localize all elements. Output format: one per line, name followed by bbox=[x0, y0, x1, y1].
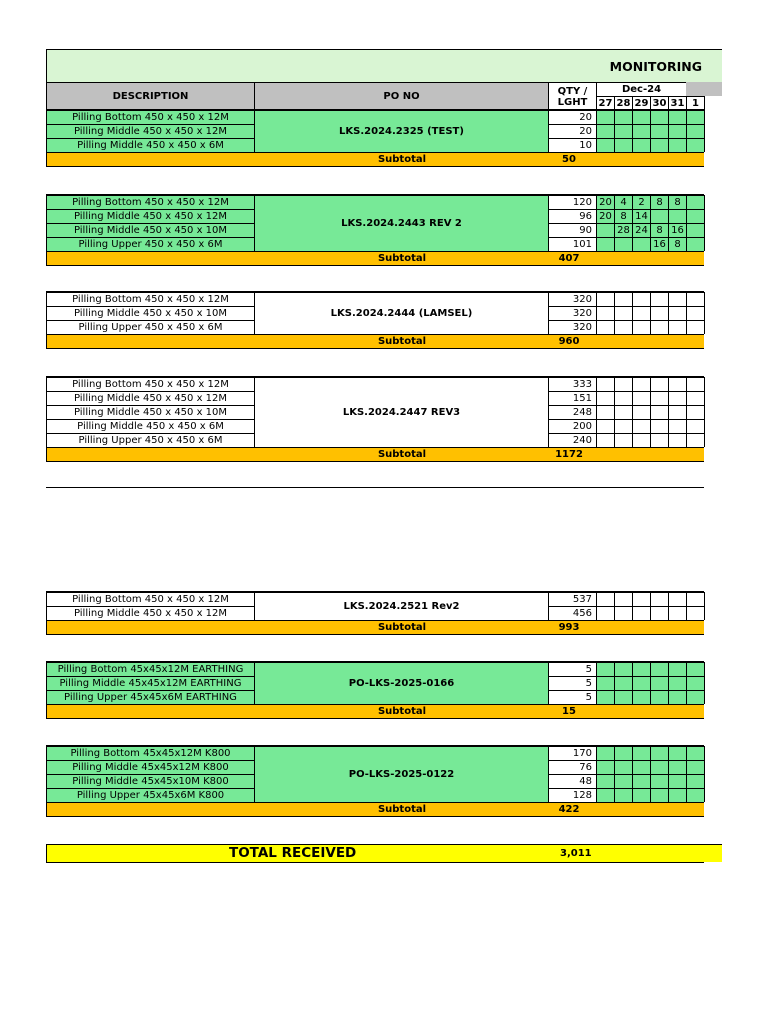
row-day-value: 8 bbox=[614, 209, 632, 223]
row-day-value bbox=[596, 391, 614, 405]
header-day-1: 1 bbox=[686, 96, 704, 110]
row-day-value bbox=[686, 306, 704, 320]
row-day-value bbox=[632, 405, 650, 419]
row-description: Pilling Upper 45x45x6M K800 bbox=[46, 788, 254, 802]
row-description: Pilling Middle 45x45x12M EARTHING bbox=[46, 676, 254, 690]
row-day-value bbox=[650, 138, 668, 152]
row-qty: 240 bbox=[548, 433, 596, 447]
header-po-no: PO NO bbox=[254, 82, 548, 110]
row-day-value bbox=[668, 606, 686, 620]
group-bottom-border bbox=[46, 634, 704, 635]
row-day-value bbox=[632, 306, 650, 320]
row-day-value bbox=[668, 124, 686, 138]
row-day-value bbox=[614, 110, 632, 124]
row-qty: 10 bbox=[548, 138, 596, 152]
row-day-value bbox=[614, 292, 632, 306]
subtotal-label: Subtotal bbox=[377, 706, 427, 717]
row-day-value bbox=[668, 405, 686, 419]
row-qty: 96 bbox=[548, 209, 596, 223]
subtotal-value: 407 bbox=[558, 253, 580, 264]
row-day-value bbox=[668, 419, 686, 433]
group-top-border bbox=[46, 591, 704, 592]
row-day-value: 16 bbox=[668, 223, 686, 237]
row-day-value: 28 bbox=[614, 223, 632, 237]
row-qty: 20 bbox=[548, 110, 596, 124]
subtotal-label: Subtotal bbox=[377, 154, 427, 165]
row-qty: 76 bbox=[548, 760, 596, 774]
header-day-31: 31 bbox=[668, 96, 686, 110]
subtotal-value: 960 bbox=[558, 336, 580, 347]
row-day-value bbox=[686, 662, 704, 676]
subtotal-value: 422 bbox=[558, 804, 580, 815]
row-day-value bbox=[650, 662, 668, 676]
row-qty: 320 bbox=[548, 306, 596, 320]
row-day-value bbox=[650, 124, 668, 138]
row-day-value bbox=[668, 774, 686, 788]
row-qty: 5 bbox=[548, 662, 596, 676]
row-qty: 537 bbox=[548, 592, 596, 606]
header-day-29: 29 bbox=[632, 96, 650, 110]
row-day-value bbox=[686, 237, 704, 251]
row-day-value bbox=[686, 209, 704, 223]
row-description: Pilling Middle 450 x 450 x 10M bbox=[46, 223, 254, 237]
row-day-value bbox=[686, 774, 704, 788]
row-day-value bbox=[650, 377, 668, 391]
row-day-value: 8 bbox=[650, 223, 668, 237]
row-day-value bbox=[650, 676, 668, 690]
row-day-value bbox=[668, 760, 686, 774]
subtotal-label: Subtotal bbox=[377, 449, 427, 460]
row-day-value bbox=[668, 662, 686, 676]
group-right-border bbox=[704, 377, 705, 447]
po-number: LKS.2024.2447 REV3 bbox=[254, 377, 548, 447]
row-day-value: 8 bbox=[668, 195, 686, 209]
subtotal-label: Subtotal bbox=[377, 804, 427, 815]
row-day-value bbox=[632, 676, 650, 690]
row-day-value bbox=[596, 237, 614, 251]
row-day-value bbox=[614, 419, 632, 433]
row-qty: 320 bbox=[548, 320, 596, 334]
row-qty: 333 bbox=[548, 377, 596, 391]
row-qty: 248 bbox=[548, 405, 596, 419]
header-day-28: 28 bbox=[614, 96, 632, 110]
row-description: Pilling Upper 450 x 450 x 6M bbox=[46, 433, 254, 447]
subtotal-label: Subtotal bbox=[377, 336, 427, 347]
row-day-value bbox=[632, 292, 650, 306]
row-day-value bbox=[596, 419, 614, 433]
row-day-value bbox=[596, 662, 614, 676]
row-day-value: 8 bbox=[668, 237, 686, 251]
row-day-value bbox=[632, 433, 650, 447]
header-month: Dec-24 bbox=[596, 82, 686, 96]
row-day-value bbox=[686, 746, 704, 760]
row-day-value bbox=[614, 306, 632, 320]
row-day-value bbox=[686, 676, 704, 690]
subtotal-label: Subtotal bbox=[377, 253, 427, 264]
group-top-border bbox=[46, 194, 704, 195]
row-qty: 128 bbox=[548, 788, 596, 802]
row-day-value bbox=[668, 320, 686, 334]
group-bottom-border bbox=[46, 461, 704, 462]
row-description: Pilling Middle 450 x 450 x 12M bbox=[46, 606, 254, 620]
row-day-value bbox=[614, 405, 632, 419]
row-day-value bbox=[614, 124, 632, 138]
row-day-value bbox=[668, 676, 686, 690]
po-number: LKS.2024.2443 REV 2 bbox=[254, 195, 548, 251]
row-description: Pilling Upper 45x45x6M EARTHING bbox=[46, 690, 254, 704]
total-received-value: 3,011 bbox=[560, 848, 592, 859]
row-day-value: 20 bbox=[596, 209, 614, 223]
po-number: LKS.2024.2521 Rev2 bbox=[254, 592, 548, 620]
row-day-value bbox=[650, 774, 668, 788]
header-day-27: 27 bbox=[596, 96, 614, 110]
row-day-value bbox=[668, 690, 686, 704]
row-day-value bbox=[596, 690, 614, 704]
row-day-value bbox=[668, 788, 686, 802]
total-received-label: TOTAL RECEIVED bbox=[229, 845, 357, 861]
row-day-value bbox=[596, 320, 614, 334]
row-qty: 120 bbox=[548, 195, 596, 209]
row-day-value bbox=[614, 433, 632, 447]
row-description: Pilling Bottom 45x45x12M EARTHING bbox=[46, 662, 254, 676]
total-received-bar bbox=[46, 844, 722, 862]
row-day-value bbox=[668, 592, 686, 606]
row-qty: 101 bbox=[548, 237, 596, 251]
row-day-value bbox=[632, 391, 650, 405]
row-day-value bbox=[596, 788, 614, 802]
row-day-value: 2 bbox=[632, 195, 650, 209]
row-day-value bbox=[596, 124, 614, 138]
group-bottom-border bbox=[46, 166, 704, 167]
row-day-value bbox=[614, 138, 632, 152]
row-day-value bbox=[596, 223, 614, 237]
row-day-value bbox=[686, 433, 704, 447]
group-bottom-border bbox=[46, 816, 704, 817]
subtotal-value: 50 bbox=[562, 154, 576, 165]
group-top-border bbox=[46, 109, 704, 110]
header-qty-line1: QTY / bbox=[557, 85, 588, 97]
row-day-value: 24 bbox=[632, 223, 650, 237]
po-number: LKS.2024.2444 (LAMSEL) bbox=[254, 292, 548, 334]
subtotal-row bbox=[46, 152, 704, 166]
row-description: Pilling Middle 450 x 450 x 10M bbox=[46, 306, 254, 320]
row-description: Pilling Bottom 450 x 450 x 12M bbox=[46, 292, 254, 306]
row-day-value bbox=[614, 320, 632, 334]
row-day-value bbox=[632, 774, 650, 788]
po-number: LKS.2024.2325 (TEST) bbox=[254, 110, 548, 152]
row-day-value bbox=[686, 405, 704, 419]
group-right-border bbox=[704, 592, 705, 620]
row-day-value bbox=[650, 746, 668, 760]
row-day-value bbox=[596, 592, 614, 606]
row-day-value bbox=[614, 676, 632, 690]
row-day-value bbox=[650, 592, 668, 606]
row-day-value bbox=[650, 292, 668, 306]
row-day-value bbox=[686, 391, 704, 405]
row-description: Pilling Bottom 450 x 450 x 12M bbox=[46, 377, 254, 391]
row-description: Pilling Middle 450 x 450 x 10M bbox=[46, 405, 254, 419]
total-bottom-border bbox=[46, 862, 704, 863]
row-qty: 48 bbox=[548, 774, 596, 788]
row-day-value bbox=[650, 306, 668, 320]
row-day-value bbox=[596, 606, 614, 620]
row-day-value bbox=[596, 292, 614, 306]
row-day-value bbox=[632, 110, 650, 124]
group-bottom-border bbox=[46, 265, 704, 266]
row-day-value bbox=[596, 433, 614, 447]
group-right-border bbox=[704, 110, 705, 152]
group-top-border bbox=[46, 291, 704, 292]
row-day-value bbox=[668, 110, 686, 124]
po-number: PO-LKS-2025-0166 bbox=[254, 662, 548, 704]
row-day-value bbox=[686, 690, 704, 704]
row-description: Pilling Bottom 45x45x12M K800 bbox=[46, 746, 254, 760]
row-day-value bbox=[632, 662, 650, 676]
row-day-value bbox=[686, 292, 704, 306]
row-day-value bbox=[632, 788, 650, 802]
header-gray-strip bbox=[686, 82, 722, 96]
row-day-value bbox=[686, 320, 704, 334]
row-day-value bbox=[686, 124, 704, 138]
row-day-value bbox=[668, 746, 686, 760]
group-bottom-border bbox=[46, 718, 704, 719]
row-qty: 5 bbox=[548, 690, 596, 704]
row-day-value bbox=[632, 746, 650, 760]
header-right-border bbox=[704, 96, 705, 110]
subtotal-row bbox=[46, 251, 704, 265]
row-description: Pilling Middle 45x45x12M K800 bbox=[46, 760, 254, 774]
row-day-value: 14 bbox=[632, 209, 650, 223]
row-description: Pilling Middle 450 x 450 x 12M bbox=[46, 391, 254, 405]
row-day-value bbox=[614, 377, 632, 391]
row-day-value bbox=[668, 377, 686, 391]
subtotal-value: 993 bbox=[558, 622, 580, 633]
row-description: Pilling Middle 450 x 450 x 6M bbox=[46, 419, 254, 433]
row-day-value bbox=[614, 391, 632, 405]
group-top-border bbox=[46, 745, 704, 746]
subtotal-value: 1172 bbox=[555, 449, 583, 460]
title-bar bbox=[46, 49, 722, 82]
row-day-value bbox=[614, 788, 632, 802]
group-right-border bbox=[704, 662, 705, 704]
row-day-value bbox=[632, 419, 650, 433]
row-day-value bbox=[596, 746, 614, 760]
row-day-value bbox=[650, 606, 668, 620]
row-day-value bbox=[614, 774, 632, 788]
row-day-value bbox=[596, 138, 614, 152]
subtotal-row bbox=[46, 802, 704, 816]
row-qty: 320 bbox=[548, 292, 596, 306]
row-day-value bbox=[596, 774, 614, 788]
row-description: Pilling Upper 450 x 450 x 6M bbox=[46, 237, 254, 251]
row-day-value bbox=[686, 110, 704, 124]
row-day-value bbox=[596, 377, 614, 391]
row-day-value bbox=[686, 223, 704, 237]
row-description: Pilling Middle 45x45x10M K800 bbox=[46, 774, 254, 788]
row-day-value bbox=[668, 306, 686, 320]
row-day-value bbox=[632, 320, 650, 334]
row-description: Pilling Middle 450 x 450 x 6M bbox=[46, 138, 254, 152]
row-day-value bbox=[650, 419, 668, 433]
subtotal-row bbox=[46, 334, 704, 348]
row-day-value bbox=[632, 592, 650, 606]
subtotal-row bbox=[46, 620, 704, 634]
row-day-value bbox=[614, 662, 632, 676]
row-qty: 5 bbox=[548, 676, 596, 690]
row-day-value bbox=[596, 110, 614, 124]
subtotal-row bbox=[46, 704, 704, 718]
row-day-value bbox=[650, 690, 668, 704]
row-description: Pilling Upper 450 x 450 x 6M bbox=[46, 320, 254, 334]
row-day-value bbox=[686, 138, 704, 152]
group-top-border bbox=[46, 661, 704, 662]
row-day-value bbox=[632, 606, 650, 620]
row-qty: 90 bbox=[548, 223, 596, 237]
row-day-value bbox=[632, 124, 650, 138]
header-qty-line2: LGHT bbox=[557, 96, 588, 108]
row-day-value bbox=[596, 760, 614, 774]
row-qty: 200 bbox=[548, 419, 596, 433]
row-day-value bbox=[596, 405, 614, 419]
subtotal-row bbox=[46, 447, 704, 461]
row-description: Pilling Middle 450 x 450 x 12M bbox=[46, 209, 254, 223]
row-day-value bbox=[596, 676, 614, 690]
row-day-value bbox=[686, 760, 704, 774]
group-right-border bbox=[704, 195, 705, 251]
header-description: DESCRIPTION bbox=[46, 82, 254, 110]
row-day-value bbox=[650, 209, 668, 223]
group-bottom-border bbox=[46, 348, 704, 349]
group-top-border bbox=[46, 376, 704, 377]
row-day-value: 16 bbox=[650, 237, 668, 251]
row-day-value bbox=[668, 433, 686, 447]
row-day-value bbox=[632, 237, 650, 251]
row-day-value: 4 bbox=[614, 195, 632, 209]
row-day-value bbox=[632, 690, 650, 704]
row-day-value bbox=[596, 306, 614, 320]
row-day-value bbox=[650, 391, 668, 405]
row-day-value: 8 bbox=[650, 195, 668, 209]
row-day-value bbox=[632, 760, 650, 774]
row-day-value bbox=[668, 292, 686, 306]
row-qty: 456 bbox=[548, 606, 596, 620]
row-day-value bbox=[614, 606, 632, 620]
row-day-value: 20 bbox=[596, 195, 614, 209]
row-day-value bbox=[614, 746, 632, 760]
row-description: Pilling Middle 450 x 450 x 12M bbox=[46, 124, 254, 138]
row-day-value bbox=[614, 592, 632, 606]
row-day-value bbox=[668, 391, 686, 405]
row-description: Pilling Bottom 450 x 450 x 12M bbox=[46, 110, 254, 124]
row-day-value bbox=[632, 138, 650, 152]
subtotal-label: Subtotal bbox=[377, 622, 427, 633]
header-day-30: 30 bbox=[650, 96, 668, 110]
row-day-value bbox=[686, 195, 704, 209]
row-day-value bbox=[650, 788, 668, 802]
row-day-value bbox=[614, 760, 632, 774]
row-day-value bbox=[686, 377, 704, 391]
row-qty: 170 bbox=[548, 746, 596, 760]
header-qty bbox=[548, 82, 596, 110]
row-day-value bbox=[650, 405, 668, 419]
row-day-value bbox=[614, 690, 632, 704]
row-day-value bbox=[686, 592, 704, 606]
row-day-value bbox=[650, 433, 668, 447]
row-day-value bbox=[686, 788, 704, 802]
row-day-value bbox=[668, 209, 686, 223]
row-description: Pilling Bottom 450 x 450 x 12M bbox=[46, 195, 254, 209]
row-day-value bbox=[650, 320, 668, 334]
row-day-value bbox=[650, 110, 668, 124]
row-description: Pilling Bottom 450 x 450 x 12M bbox=[46, 592, 254, 606]
row-day-value bbox=[686, 606, 704, 620]
row-day-value bbox=[614, 237, 632, 251]
group-right-border bbox=[704, 292, 705, 334]
page-title: MONITORING bbox=[609, 59, 702, 74]
row-day-value bbox=[650, 760, 668, 774]
row-day-value bbox=[632, 377, 650, 391]
group-right-border bbox=[704, 746, 705, 802]
row-qty: 20 bbox=[548, 124, 596, 138]
row-day-value bbox=[686, 419, 704, 433]
section-separator bbox=[46, 487, 704, 488]
row-day-value bbox=[668, 138, 686, 152]
po-number: PO-LKS-2025-0122 bbox=[254, 746, 548, 802]
row-qty: 151 bbox=[548, 391, 596, 405]
subtotal-value: 15 bbox=[562, 706, 576, 717]
